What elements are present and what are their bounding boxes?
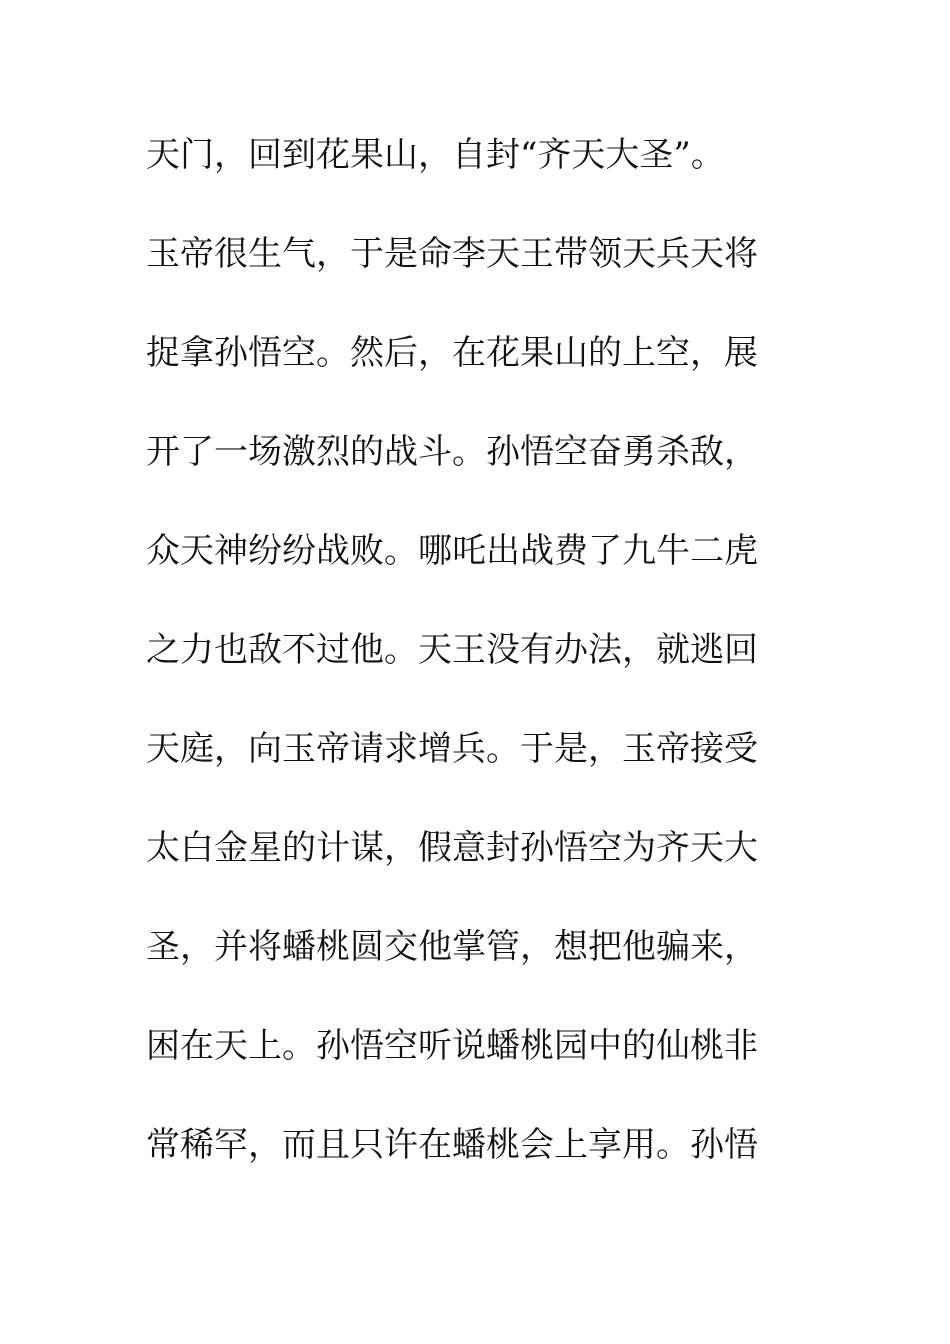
- text-line: 天庭，向玉帝请求增兵。于是，玉帝接受: [146, 729, 758, 769]
- text-line: 太白金星的计谋，假意封孙悟空为齐天大: [146, 828, 758, 868]
- text-line: 困在天上。孙悟空听说蟠桃园中的仙桃非: [146, 1026, 758, 1066]
- text-line: 常稀罕，而且只许在蟠桃会上享用。孙悟: [146, 1125, 758, 1165]
- text-line: 捉拿孙悟空。然后，在花果山的上空，展: [146, 333, 758, 373]
- text-line: 之力也敌不过他。天王没有办法，就逃回: [146, 630, 758, 670]
- text-line: 玉帝很生气，于是命李天王带领天兵天将: [146, 234, 758, 274]
- text-line: 众天神纷纷战败。哪吒出战费了九牛二虎: [146, 531, 758, 571]
- text-line: 圣，并将蟠桃圆交他掌管，想把他骗来，: [146, 927, 758, 967]
- text-line: 开了一场激烈的战斗。孙悟空奋勇杀敌，: [146, 432, 758, 472]
- body-text: [146, 129, 786, 1218]
- text-line: 天门，回到花果山，自封“齐天大圣”。: [146, 135, 725, 175]
